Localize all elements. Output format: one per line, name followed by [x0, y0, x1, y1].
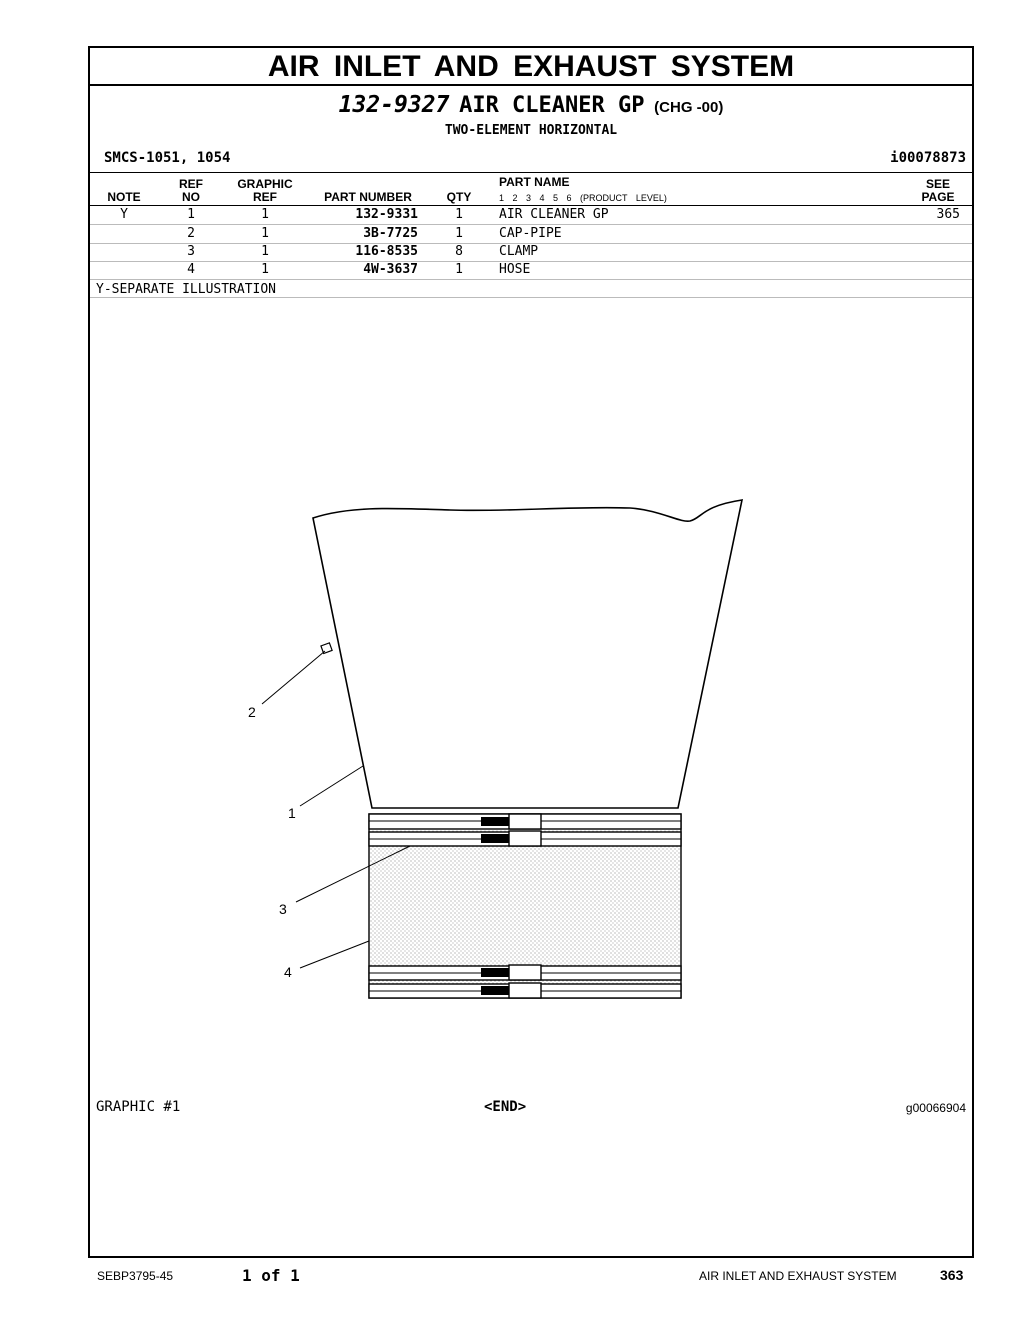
col-ref-top: REF	[179, 177, 203, 191]
section-title: AIR INLET AND EXHAUST SYSTEM	[90, 48, 972, 86]
leader-4	[300, 941, 369, 968]
row-1-see-page[interactable]: 365	[936, 207, 960, 222]
col-graphic-bottom: REF	[253, 190, 277, 204]
row-3-qty: 8	[455, 244, 463, 259]
col-graphic-top: GRAPHIC	[237, 177, 293, 191]
graphic-label: GRAPHIC #1	[96, 1099, 181, 1115]
col-note: NOTE	[107, 190, 141, 204]
page-count: 1 of 1	[242, 1266, 300, 1285]
clamp-top-2	[369, 831, 681, 846]
col-part-number: PART NUMBER	[324, 190, 412, 204]
row-4-part-number[interactable]: 4W-3637	[363, 262, 418, 277]
product-levels: 1 2 3 4 5 6 (PRODUCT LEVEL)	[499, 193, 667, 203]
graphic-number: g00066904	[905, 1101, 966, 1115]
clamp-bottom-2	[369, 983, 681, 998]
col-see-bottom: PAGE	[921, 190, 955, 204]
air-cleaner-body	[313, 500, 742, 808]
clamp-top-1	[369, 814, 681, 829]
document-id: SEBP3795-45	[97, 1269, 174, 1283]
row-3-ref: 3	[187, 244, 195, 259]
row-1-ref: 1	[187, 207, 195, 222]
group-change: (CHG -00)	[654, 99, 724, 116]
callout-4: 4	[284, 964, 292, 980]
col-ref-bottom: NO	[182, 190, 200, 204]
group-subtitle: TWO-ELEMENT HORIZONTAL	[444, 123, 618, 138]
clamp-bottom-1	[369, 965, 681, 980]
row-2-graphic-ref: 1	[261, 226, 269, 241]
row-1-part-number[interactable]: 132-9331	[355, 207, 418, 222]
cap-pipe	[321, 643, 332, 654]
row-2-ref: 2	[187, 226, 195, 241]
row-4-name: HOSE	[499, 262, 531, 277]
row-3-name: CLAMP	[499, 244, 539, 259]
page-frame	[88, 46, 974, 1258]
page-number: 363	[940, 1267, 964, 1283]
footnote: Y-SEPARATE ILLUSTRATION	[96, 282, 277, 297]
group-name: AIR CLEANER GP	[459, 93, 645, 118]
row-3-graphic-ref: 1	[261, 244, 269, 259]
row-1-graphic-ref: 1	[261, 207, 269, 222]
page-footer	[0, 1266, 1020, 1286]
row-4-graphic-ref: 1	[261, 262, 269, 277]
smcs-codes: SMCS-1051, 1054	[104, 150, 231, 166]
row-1-qty: 1	[455, 207, 463, 222]
parts-illustration	[90, 48, 972, 1256]
callout-1: 1	[288, 805, 296, 821]
row-4-qty: 1	[455, 262, 463, 277]
footer-section-title: AIR INLET AND EXHAUST SYSTEM	[699, 1269, 897, 1283]
leader-2	[262, 651, 325, 704]
row-2-name: CAP-PIPE	[499, 226, 562, 241]
row-4-ref: 4	[187, 262, 195, 277]
row-2-part-number[interactable]: 3B-7725	[363, 226, 418, 241]
group-part-number: 132-9327	[338, 92, 450, 118]
end-marker: <END>	[484, 1099, 527, 1115]
leader-1	[300, 766, 363, 806]
col-see-top: SEE	[925, 177, 950, 191]
callout-2: 2	[248, 704, 256, 720]
col-qty: QTY	[446, 190, 472, 204]
callout-3: 3	[279, 901, 287, 917]
row-1-name: AIR CLEANER GP	[499, 207, 609, 222]
row-1-note: Y	[120, 207, 128, 222]
row-2-qty: 1	[455, 226, 463, 241]
illustration-id: i00078873	[890, 150, 966, 166]
row-3-part-number[interactable]: 116-8535	[355, 244, 418, 259]
col-part-name: PART NAME	[499, 175, 570, 189]
